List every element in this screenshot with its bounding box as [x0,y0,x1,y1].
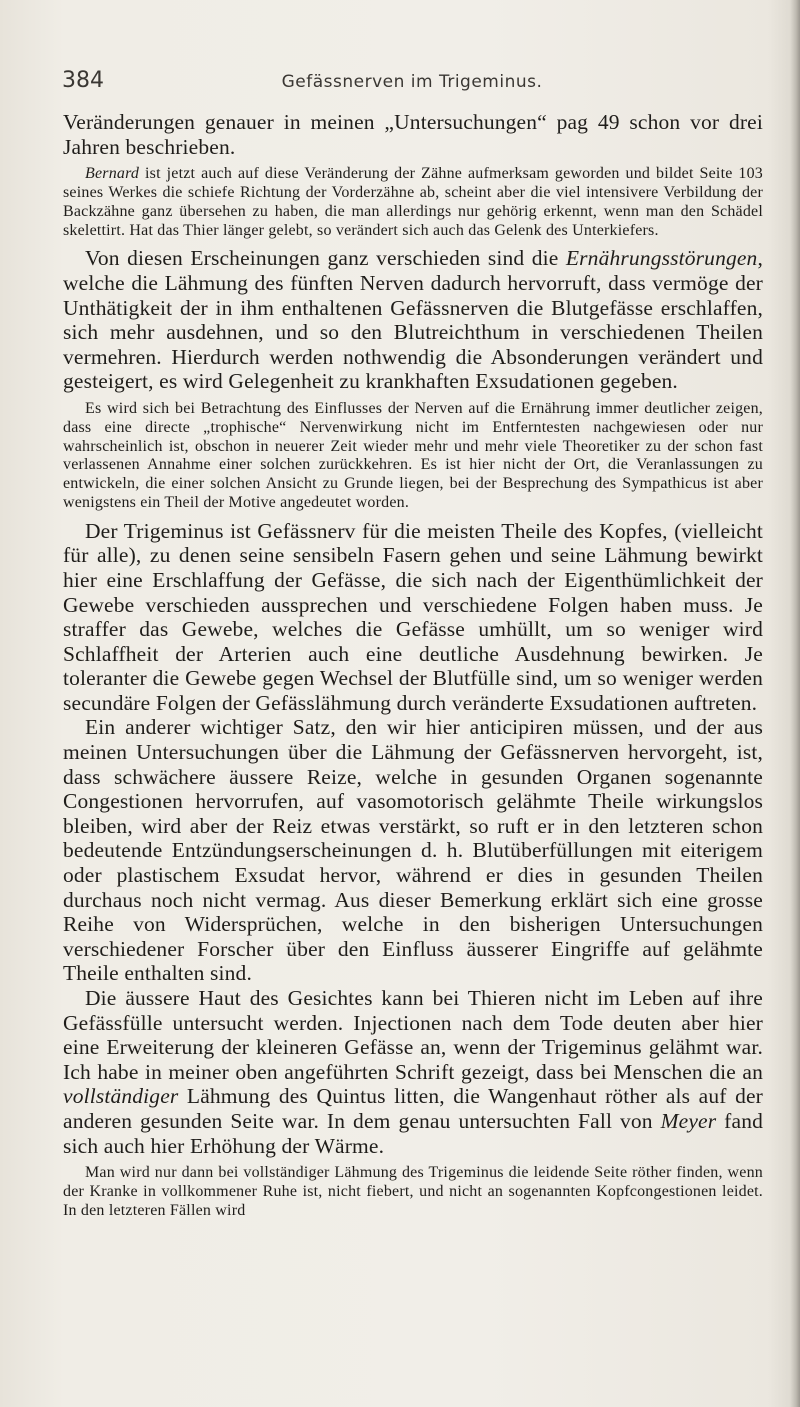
text-run: Ein anderer wichtiger Satz, den wir hier anticipiren müssen, und der aus meinen Untersuchungen über die Lähmung der Gefässnerven hervorgeht, ist, dass schwächere äussere Reize, welche in gesunden Organen sogenannte Congestionen hervorrufen, auf vasomotorisch gelähmte Theile wirkungslos bleiben, wird aber der Reiz etwas verstärkt, so ruft er in den letzteren schon bedeutende Entzündungserscheinungen d. h. Blutüberfüllungen mit eiterigem oder plastischem Exsudat hervor, während er dies in gesunden Theilen durchaus noch nicht vermag. Aus dieser Bemerkung erklärt sich eine grosse Reihe von Widersprüchen, welche in den bisherigen Untersuchungen verschiedener Forscher über den Einfluss äusserer Eingriffe auf gelähmte Theile enthalten sind. [63,715,763,986]
emphasized-text: Bernard [85,165,140,183]
text-run: Der Trigeminus ist Gefässnerv für die meisten Theile des Kopfes, (vielleicht für alle), zu denen seine sensibeln Fasern gehen und seine Lähmung bewirkt hier eine Erschlaffung der Gefässe, die sich nach der Eigenthümlichkeit der Gewebe verschieden aussprechen und verschiedene Folgen haben muss. Je straffer das Gewebe, welches die Gefässe umhüllt, um so weniger wird Schlaffheit der Arterien auch eine deutliche Ausdehnung bewirken. Je toleranter die Gewebe gegen Wechsel der Blutfülle sind, um so weniger werden secundäre Folgen der Gefässlähmung durch veränderte Exsudationen auftreten. [63,518,763,715]
body-paragraph [63,519,763,716]
footnote-paragraph [63,400,763,513]
page-edge-shadow [790,0,800,1407]
emphasized-text: vollständiger [63,1084,179,1109]
footnote-paragraph [63,1164,763,1220]
body-paragraph [63,986,763,1158]
body-paragraph [63,246,763,394]
page-number: 384 [62,68,104,93]
page-header [62,68,762,102]
text-run: Es wird sich bei Betrachtung des Einflusses der Nerven auf die Ernährung immer deutlicher zeigen, dass eine directe „trophische“ Nervenwirkung nicht im Entferntesten nachgewiesen oder nur wahrscheinlich ist, obschon in neuerer Zeit wieder mehr und mehr viele Theoretiker zu der schon fast verlassenen Annahme einer solchen zurückkehren. Es ist hier nicht der Ort, die Veranlassungen zu entwickeln, die einer solchen Ansicht zu Grunde liegen, bei der Besprechung des Sympathicus ist aber wenigstens ein Theil der Motive angedeutet worden. [63,399,763,511]
text-run: Lähmung des Quintus litten, die Wangenhaut röther als auf der anderen gesunden Seite war. In dem genau untersuchten Fall von [63,1084,763,1133]
footnote-paragraph [63,165,763,240]
emphasized-text: Ernährungsstörungen [565,246,758,271]
text-run: Veränderungen genauer in meinen „Untersuchungen“ pag 49 schon vor drei Jahren beschrieben. [63,110,763,159]
text-run: , welche die Lähmung des fünften Nerven dadurch hervorruft, dass vermöge der Unthätigkeit der in ihm enthaltenen Gefässnerven die Blutgefässe erschlaffen, sich mehr ausdehnen, und so den Blutreichthum in verschiedenen Theilen vermehren. Hierdurch werden nothwendig die Absonderungen verändert und gesteigert, es wird Gelegenheit zu krankhaften Exsudationen gegeben. [63,246,763,394]
text-run: Von diesen Erscheinungen ganz verschieden sind die [85,246,566,271]
body-paragraph [63,110,763,159]
emphasized-text: Meyer [660,1108,717,1133]
text-run: fand sich auch hier Erhöhung der Wärme. [63,1108,763,1158]
body-text [63,110,763,1227]
text-run: Man wird nur dann bei vollständiger Lähmung des Trigeminus die leidende Seite röther finden, wenn der Kranke in vollkommener Ruhe ist, nicht fiebert, und nicht an sogenannten Kopfcongestionen leidet. In den letzteren Fällen wird [63,1164,763,1219]
running-head: Gefässnerven im Trigeminus. [281,72,543,92]
body-paragraph [63,715,763,986]
text-run: ist jetzt auch auf diese Veränderung der Zähne aufmerksam geworden und bildet Seite 103 seines Werkes die schiefe Richtung der Vorderzähne ab, scheint aber die viel intensivere Verbildung der Backzähne ganz übersehen zu haben, die man allerdings nur gehörig erkennt, wenn man den Schädel skelettirt. Hat das Thier länger gelebt, so verändert sich auch das Gelenk des Unterkiefers. [63,165,763,239]
text-run: Die äussere Haut des Gesichtes kann bei Thieren nicht im Leben auf ihre Gefässfülle untersucht werden. Injectionen nach dem Tode deuten aber hier eine Erweiterung der kleineren Gefässe an, wenn der Trigeminus gelähmt war. Ich habe in meiner oben angeführten Schrift gezeigt, dass bei Menschen die an [63,986,763,1084]
